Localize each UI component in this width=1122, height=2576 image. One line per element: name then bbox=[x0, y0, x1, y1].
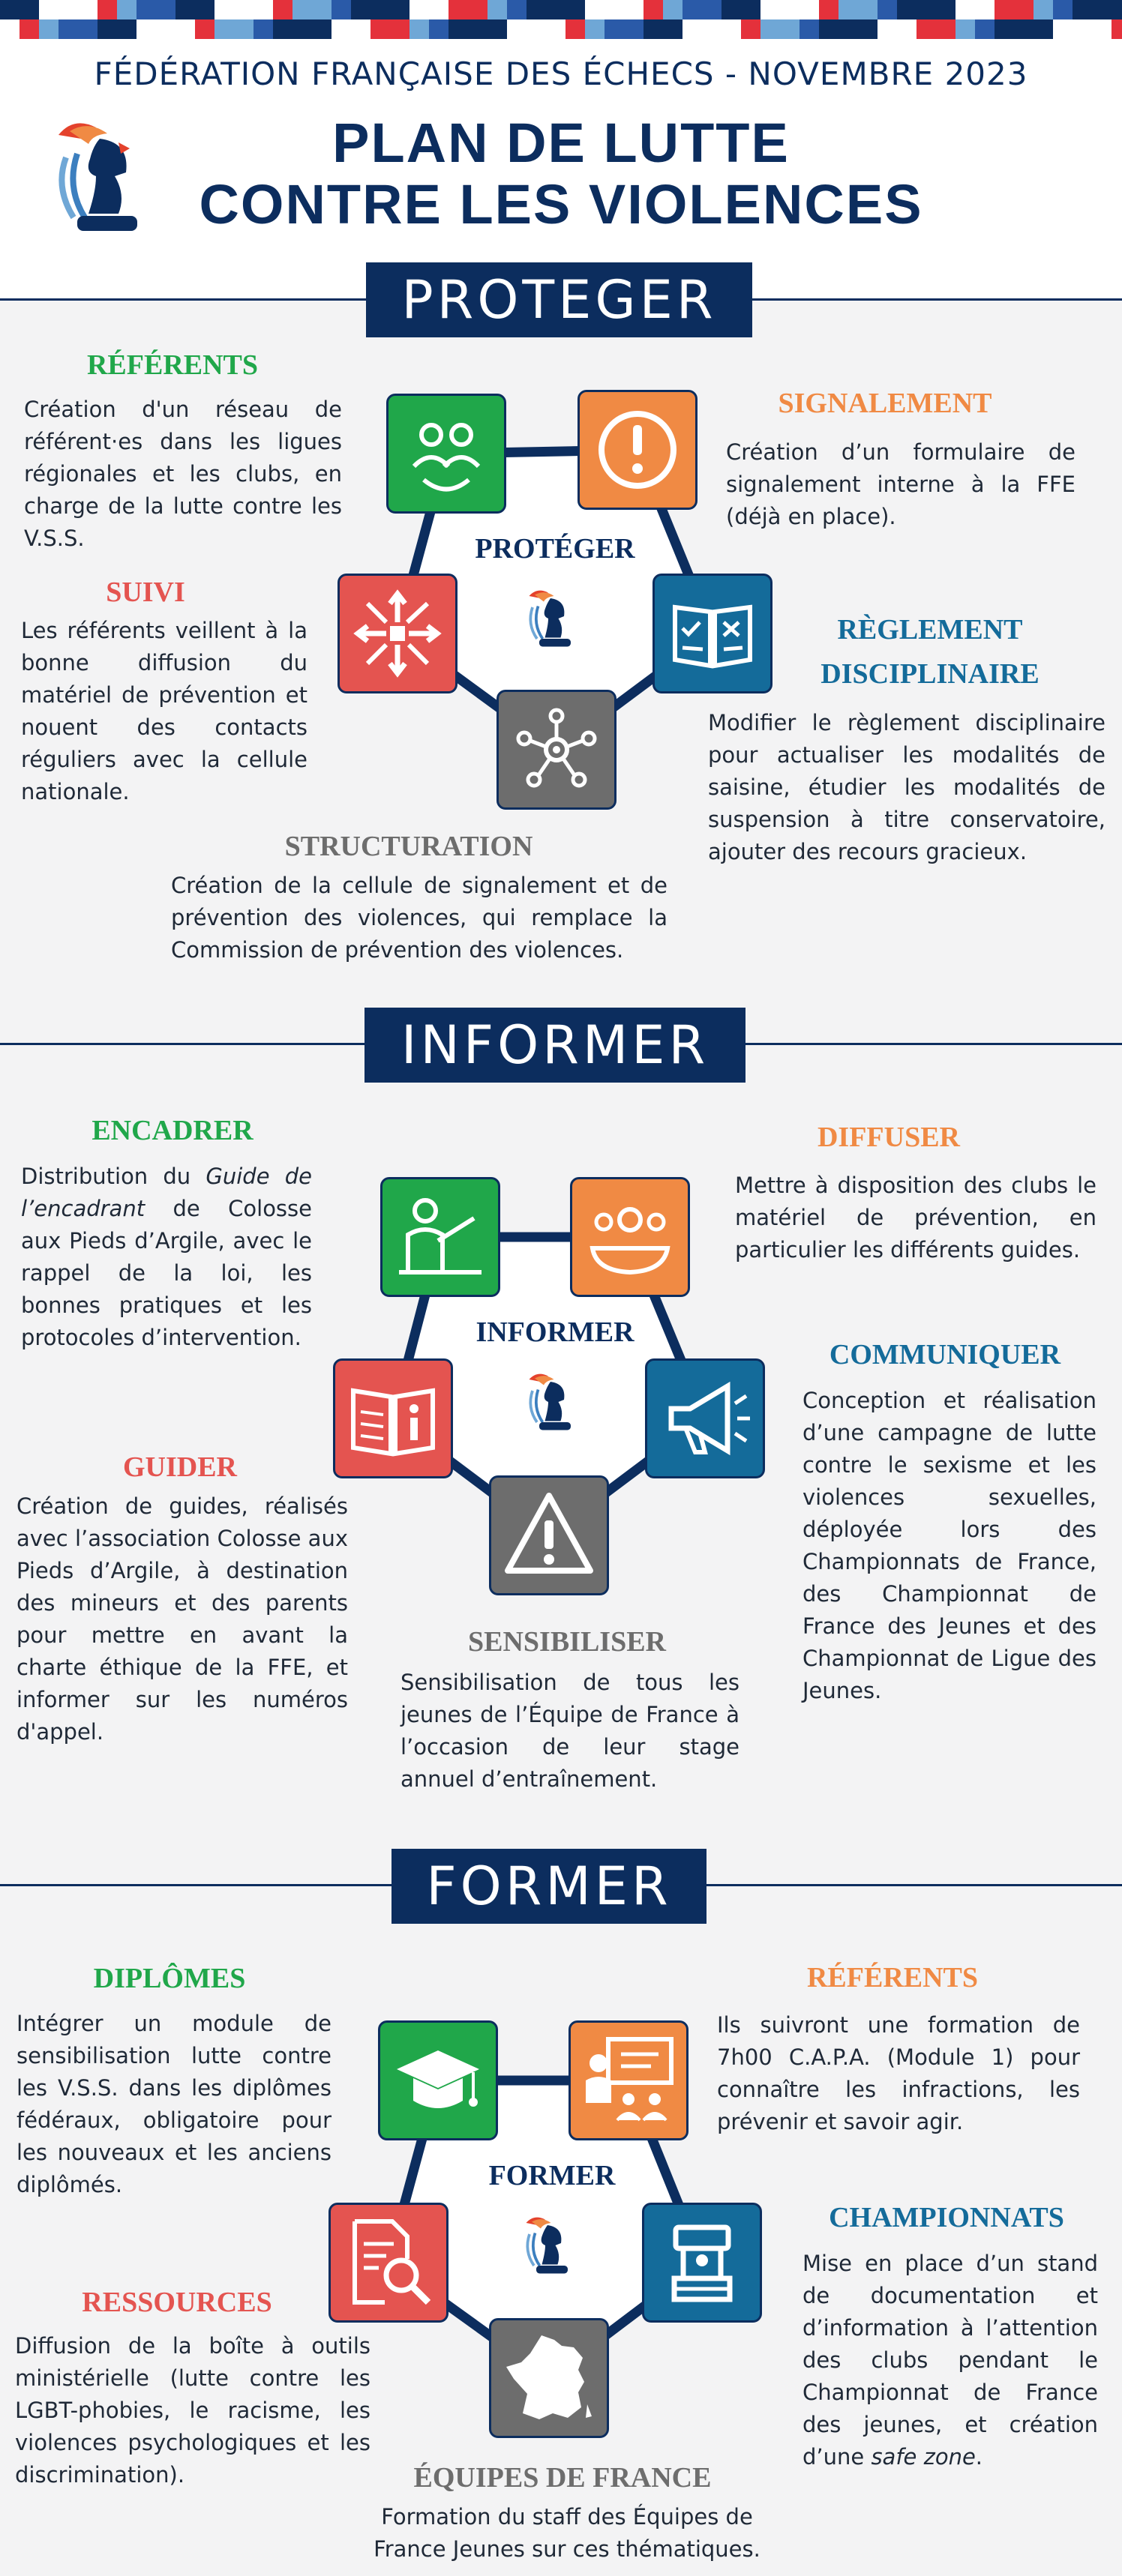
title-line-2: CONTRE LES VIOLENCES bbox=[199, 173, 923, 235]
checkered-strip bbox=[0, 0, 1122, 39]
encadrer-title: ENCADRER bbox=[92, 1115, 254, 1146]
referents-title: RÉFÉRENTS bbox=[86, 349, 259, 381]
championnats-text: Mise en place d’un stand de documentation et d’information à l’attention des clubs pendant le Championnat de France des jeunes, et création d’une safe zone. bbox=[802, 2251, 1098, 2470]
rulebook-icon-tile bbox=[652, 574, 772, 693]
diplomes-text: Intégrer un module de sensibilisation lutte contre les V.S.S. dans les diplômes fédéraux, obligatoire pour les nouveaux et les anciens diplômés. bbox=[16, 2011, 332, 2197]
stand-icon-tile bbox=[642, 2203, 762, 2323]
championnats-title: CHAMPIONNATS bbox=[829, 2202, 1064, 2233]
megaphone-icon-tile bbox=[645, 1358, 765, 1478]
guider-text: Création de guides, réalisés avec l’association Colosse aux Pieds d’Argile, à destination des mineurs et des parents pour mettre en avant la charte éthique de la FFE, et informer sur les numéros d'appel. bbox=[16, 1493, 348, 1745]
teacher-icon bbox=[392, 1188, 489, 1286]
communiquer-title: COMMUNIQUER bbox=[829, 1339, 1061, 1370]
ressources-title: RESSOURCES bbox=[82, 2287, 272, 2318]
info-book-icon bbox=[344, 1370, 442, 1467]
reglement-title-2: DISCIPLINAIRE bbox=[820, 658, 1040, 690]
presentation-icon-tile bbox=[568, 2020, 688, 2140]
people-network-icon-tile bbox=[386, 394, 506, 514]
exclamation-icon-tile bbox=[578, 390, 698, 510]
rulebook-icon bbox=[664, 585, 761, 682]
hexagon-former bbox=[327, 2017, 777, 2444]
signalement-title: SIGNALEMENT bbox=[778, 388, 992, 419]
former-referents-title: RÉFÉRENTS bbox=[806, 1962, 979, 1993]
graduation-cap-icon-tile bbox=[378, 2020, 498, 2140]
ressources-text: Diffusion de la boîte à outils ministérielle (lutte contre les LGBT-phobies, le racisme, les violences psychologiques et les discrimination). bbox=[15, 2333, 370, 2488]
stand-icon bbox=[653, 2214, 751, 2311]
reglement-title-1: RÈGLEMENT bbox=[837, 614, 1023, 645]
guider-title: GUIDER bbox=[122, 1451, 238, 1483]
suivi-title: SUIVI bbox=[106, 577, 185, 608]
federation-line: FÉDÉRATION FRANÇAISE DES ÉCHECS - NOVEMBRE 2023 bbox=[94, 55, 1028, 92]
network-hub-icon-tile bbox=[496, 690, 616, 810]
presentation-icon bbox=[580, 2032, 677, 2129]
structuration-title: STRUCTURATION bbox=[284, 831, 533, 862]
graduation-cap-icon bbox=[389, 2032, 487, 2129]
rooster-chess-knight-logo-small bbox=[518, 2204, 586, 2290]
warning-icon-tile bbox=[489, 1475, 609, 1595]
teacher-icon-tile bbox=[380, 1177, 500, 1297]
hexagon-center-label: FORMER bbox=[488, 2160, 616, 2191]
hexagon-center-label: INFORMER bbox=[476, 1316, 634, 1348]
hexagon-informer bbox=[330, 1173, 780, 1601]
former-referents-text: Ils suivront une formation de 7h00 C.A.P.A. (Module 1) pour connaître les infractions, les prévenir et savoir agir. bbox=[717, 2012, 1080, 2134]
rooster-chess-knight-logo-small bbox=[521, 1361, 589, 1446]
sensibiliser-text: Sensibilisation de tous les jeunes de l’Équipe de France à l’occasion de leur stage annuel d’entraînement. bbox=[400, 1670, 740, 1792]
france-map-icon-tile bbox=[489, 2318, 609, 2438]
section-banner-former: FORMER bbox=[392, 1849, 706, 1924]
warning-icon bbox=[500, 1487, 598, 1584]
section-banner-informer: INFORMER bbox=[364, 1008, 746, 1083]
group-icon-tile bbox=[570, 1177, 690, 1297]
hexagon-center-label: PROTÉGER bbox=[475, 533, 635, 565]
document-search-icon-tile bbox=[328, 2203, 448, 2323]
encadrer-text: Distribution du Guide de l’encadrant de Colosse aux Pieds d’Argile, avec le rappel de la loi, les bonnes pratiques et les protocoles d’intervention. bbox=[21, 1164, 312, 1350]
equipes-title: ÉQUIPES DE FRANCE bbox=[413, 2462, 712, 2494]
hexagon-proteger bbox=[330, 386, 780, 821]
info-book-icon-tile bbox=[333, 1358, 453, 1478]
referents-text: Création d'un réseau de référent·es dans les ligues régionales et les clubs, en charge de la lutte contre les V.S.S. bbox=[24, 397, 342, 551]
network-hub-icon bbox=[508, 701, 605, 798]
title-line-1: PLAN DE LUTTE bbox=[332, 112, 790, 174]
section-banner-proteger: PROTEGER bbox=[366, 262, 752, 337]
equipes-text: Formation du staff des Équipes de France Jeunes sur ces thématiques. bbox=[374, 2504, 760, 2562]
diffuser-text: Mettre à disposition des clubs le matériel de prévention, en particulier les différents guides. bbox=[735, 1173, 1096, 1263]
rooster-chess-knight-logo-small bbox=[521, 577, 589, 663]
rooster-chess-knight-logo bbox=[44, 112, 156, 244]
signalement-text: Création d’un formulaire de signalement interne à la FFE (déjà en place). bbox=[726, 439, 1076, 529]
sensibiliser-title: SENSIBILISER bbox=[467, 1626, 667, 1658]
megaphone-icon bbox=[656, 1370, 754, 1467]
structuration-text: Création de la cellule de signalement et de prévention des violences, qui remplace la Commission de prévention des violences. bbox=[171, 873, 668, 963]
people-network-icon bbox=[398, 405, 495, 502]
france-map-icon bbox=[500, 2329, 598, 2427]
document-search-icon bbox=[340, 2214, 437, 2311]
group-icon bbox=[581, 1188, 679, 1286]
communiquer-text: Conception et réalisation d’une campagne de lutte contre le sexisme et les violences sexuelles, déployée lors des Championnats de France, des Championnat de France des Jeunes et des Championnat de Ligue des Jeunes. bbox=[802, 1388, 1096, 1703]
diffuser-title: DIFFUSER bbox=[817, 1122, 961, 1153]
suivi-text: Les référents veillent à la bonne diffusion du matériel de prévention et nouent des contacts réguliers avec la cellule nationale. bbox=[21, 618, 308, 804]
reglement-text: Modifier le règlement disciplinaire pour actualiser les modalités de saisine, étudier les modalités de suspension à titre conservatoire, ajouter des recours gracieux. bbox=[708, 710, 1106, 864]
arrows-outward-icon bbox=[349, 585, 446, 682]
exclamation-icon bbox=[589, 401, 686, 499]
arrows-outward-icon-tile bbox=[338, 574, 458, 693]
diplomes-title: DIPLÔMES bbox=[93, 1963, 246, 1994]
